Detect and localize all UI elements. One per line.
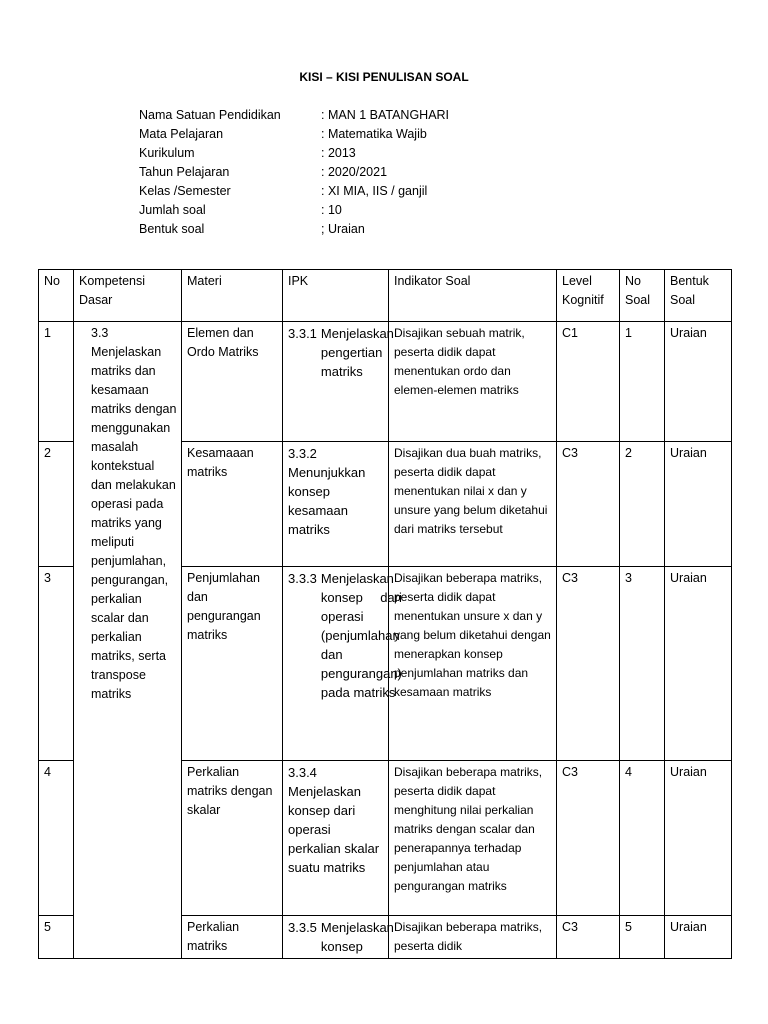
row-bentuk: Uraian [665, 567, 732, 761]
header-materi: Materi [182, 270, 283, 322]
ipk-number: 3.3.3 [288, 571, 317, 586]
row-no: 3 [39, 567, 74, 761]
kisi-table [38, 269, 732, 959]
row-bentuk: Uraian [665, 322, 732, 442]
header-level-kognitif: Level Kognitif [557, 270, 620, 322]
header-indikator-soal: Indikator Soal [389, 270, 557, 322]
info-label: Jumlah soal [139, 203, 206, 217]
info-label: Kelas /Semester [139, 184, 231, 198]
row-indikator: Disajikan beberapa matriks, peserta didik dapat menghitung nilai perkalian matriks dengan scalar dan penerapannya terhadap penjumlahan atau pengurangan matriks [389, 761, 557, 916]
row-ipk [283, 322, 394, 442]
row-no: 5 [39, 916, 74, 959]
ipk-number: 3.3.2 [288, 446, 317, 461]
info-label: Nama Satuan Pendidikan [139, 108, 281, 122]
header-kompetensi-dasar: Kompetensi Dasar [74, 270, 182, 322]
row-bentuk: Uraian [665, 442, 732, 567]
ipk-content [288, 569, 402, 702]
row-ipk [283, 916, 394, 959]
ipk-text: Menjelaskan konsep [320, 920, 394, 954]
row-no: 2 [39, 442, 74, 567]
info-label: Mata Pelajaran [139, 127, 224, 141]
header-bentuk-soal: Bentuk Soal [665, 270, 732, 322]
row-indikator: Disajikan dua buah matriks, peserta didik dapat menentukan nilai x dan y unsure yang belum diketahui dari matriks tersebut [389, 442, 557, 567]
table-row [39, 322, 732, 442]
row-bentuk: Uraian [665, 761, 732, 916]
row-no-soal: 2 [620, 442, 665, 567]
info-label: Bentuk soal [139, 222, 205, 236]
ipk-text: Menjelaskan konsep dari operasi perkalian skalar suatu matriks [288, 784, 380, 875]
row-no-soal: 4 [620, 761, 665, 916]
kompetensi-dasar-cell: 3.3 Menjelaskan matriks dan kesamaan matriks dengan menggunakan masalah kontekstual dan melakukan operasi pada matriks yang meliputi penjumlahan, pengurangan, perkalian scalar dan perkalian matriks, serta transpose matriks [74, 322, 182, 959]
ipk-text: Menjelaskan pengertian matriks [320, 326, 394, 379]
row-indikator: Disajikan beberapa matriks, peserta didik dapat menentukan unsure x dan y yang belum diketahui dengan menerapkan konsep penjumlahan matriks dan kesamaan matriks [389, 567, 557, 761]
info-row-tahun [139, 163, 449, 182]
identity-block [139, 106, 449, 239]
info-value: : 2013 [321, 146, 356, 160]
row-no-soal: 3 [620, 567, 665, 761]
row-ipk [283, 567, 402, 761]
info-value: : XI MIA, IIS / ganjil [321, 184, 428, 198]
info-value: : 10 [321, 203, 342, 217]
info-row-jumlah [139, 201, 449, 220]
row-no-soal: 5 [620, 916, 665, 959]
row-level: C3 [557, 442, 620, 567]
header-no-soal: No Soal [620, 270, 665, 322]
ipk-number: 3.3.1 [288, 326, 317, 341]
info-value: : MAN 1 BATANGHARI [321, 108, 450, 122]
info-value: : 2020/2021 [321, 165, 388, 179]
ipk-number: 3.3.4 [288, 765, 317, 780]
document-title: KISI – KISI PENULISAN SOAL [299, 70, 469, 84]
row-materi: Perkalian matriks [182, 916, 283, 959]
row-ipk [283, 761, 389, 916]
row-level: C3 [557, 916, 620, 959]
info-row-mapel [139, 125, 449, 144]
info-value: : Matematika Wajib [321, 127, 427, 141]
row-level: C1 [557, 322, 620, 442]
info-label: Tahun Pelajaran [139, 165, 230, 179]
row-materi: Kesamaaan matriks [182, 442, 283, 567]
header-no: No [39, 270, 74, 322]
info-row-kelas [139, 182, 449, 201]
row-materi: Penjumlahan dan pengurangan matriks [182, 567, 283, 761]
ipk-content [288, 918, 394, 956]
row-no: 4 [39, 761, 74, 916]
row-indikator: Disajikan beberapa matriks, peserta didik [389, 916, 557, 959]
row-level: C3 [557, 761, 620, 916]
header-ipk: IPK [283, 270, 389, 322]
ipk-text: Menjelaskan konsep dari operasi (penjumlahan dan pengurangan) pada matriks [320, 571, 402, 700]
row-level: C3 [557, 567, 620, 761]
row-no: 1 [39, 322, 74, 442]
row-ipk [283, 442, 389, 567]
row-indikator: Disajikan sebuah matrik, peserta didik dapat menentukan ordo dan elemen-elemen matriks [389, 322, 557, 442]
info-row-bentuk [139, 220, 449, 239]
info-value: ; Uraian [321, 222, 365, 236]
row-bentuk: Uraian [665, 916, 732, 959]
ipk-number: 3.3.5 [288, 920, 317, 935]
table-header-row [39, 270, 732, 322]
row-materi: Perkalian matriks dengan skalar [182, 761, 283, 916]
ipk-text: Menunjukkan konsep kesamaan matriks [288, 465, 366, 537]
ipk-content [288, 324, 394, 381]
info-row-kurikulum [139, 144, 449, 163]
info-label: Kurikulum [139, 146, 195, 160]
row-materi: Elemen dan Ordo Matriks [182, 322, 283, 442]
row-no-soal: 1 [620, 322, 665, 442]
info-row-satuan [139, 106, 449, 125]
